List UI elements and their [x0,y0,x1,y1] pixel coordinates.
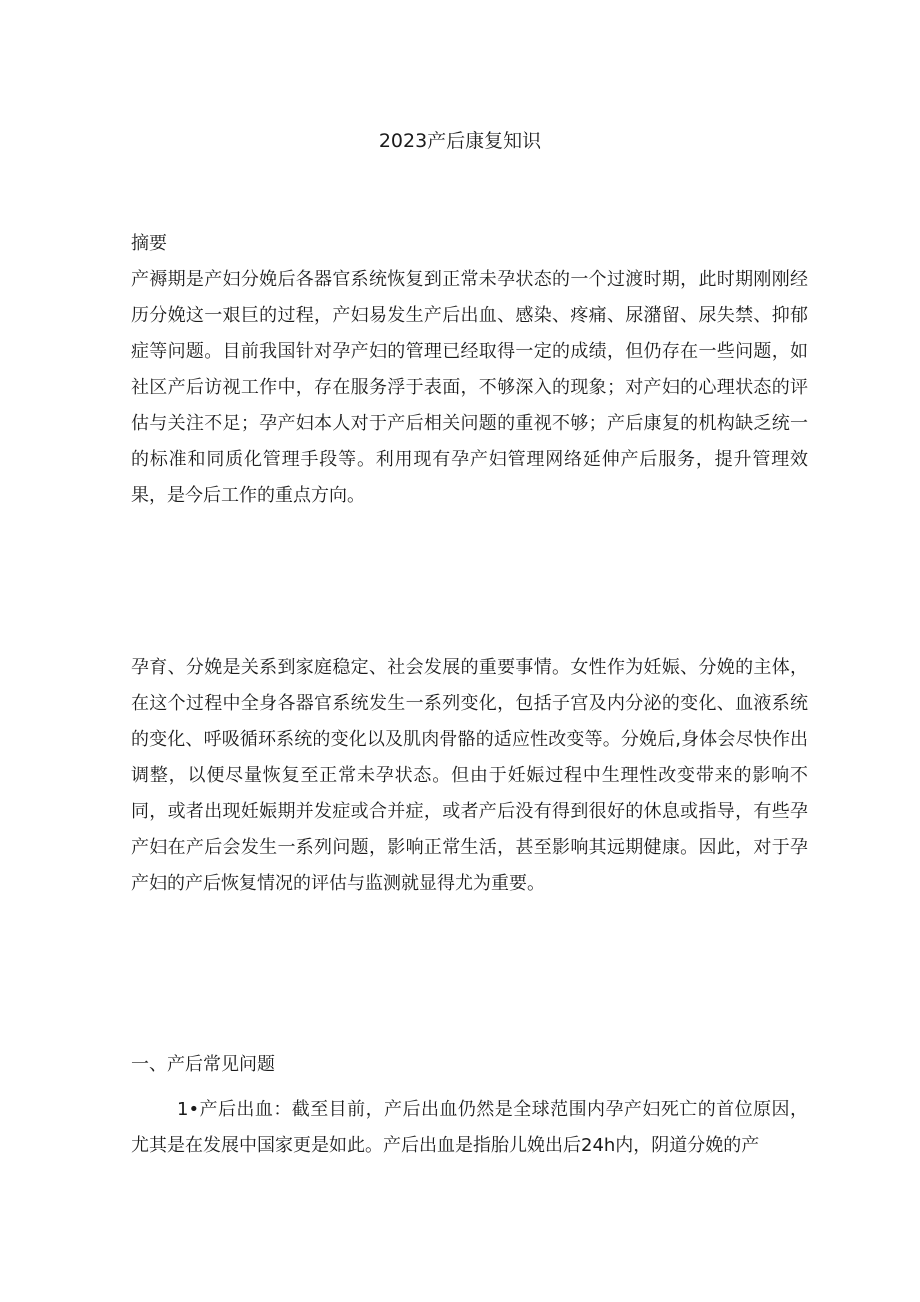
list-item-postpartum-hemorrhage: 1•产后出血：截至目前，产后出血仍然是全球范围内孕产妇死亡的首位原因，尤其是在发展中国家更是如此。产后出血是指胎儿娩出后24h内，阴道分娩的产 [131,1099,808,1156]
document-title: 2023产后康复知识 [378,130,542,152]
intro-paragraph: 孕育、分娩是关系到家庭稳定、社会发展的重要事情。女性作为妊娠、分娩的主体，在这个过程中全身各器官系统发生一系列变化，包括子宫及内分泌的变化、血液系统的变化、呼吸循环系统的变化以及肌肉骨骼的适应性改变等。分娩后,身体会尽快作出调整，以便尽量恢复至正常未孕状态。但由于妊娠过程中生理性改变带来的影响不同，或者出现妊娠期并发症或合并症，或者产后没有得到很好的休息或指导，有些孕产妇在产后会发生一系列问题，影响正常生活，甚至影响其远期健康。因此，对于孕产妇的产后恢复情况的评估与监测就显得尤为重要。 [131,657,808,894]
abstract-paragraph: 产褥期是产妇分娩后各器官系统恢复到正常未孕状态的一个过渡时期，此时期刚刚经历分娩这一艰巨的过程，产妇易发生产后出血、感染、疼痛、尿潴留、尿失禁、抑郁症等问题。目前我国针对孕产妇的管理已经取得一定的成绩，但仍存在一些问题，如社区产后访视工作中，存在服务浮于表面，不够深入的现象；对产妇的心理状态的评估与关注不足；孕产妇本人对于产后相关问题的重视不够；产后康复的机构缺乏统一的标准和同质化管理手段等。利用现有孕产妇管理网络延伸产后服务，提升管理效果，是今后工作的重点方向。 [131,269,808,506]
abstract-label: 摘要 [131,233,167,254]
section-heading: 一、产后常见问题 [131,1054,275,1075]
